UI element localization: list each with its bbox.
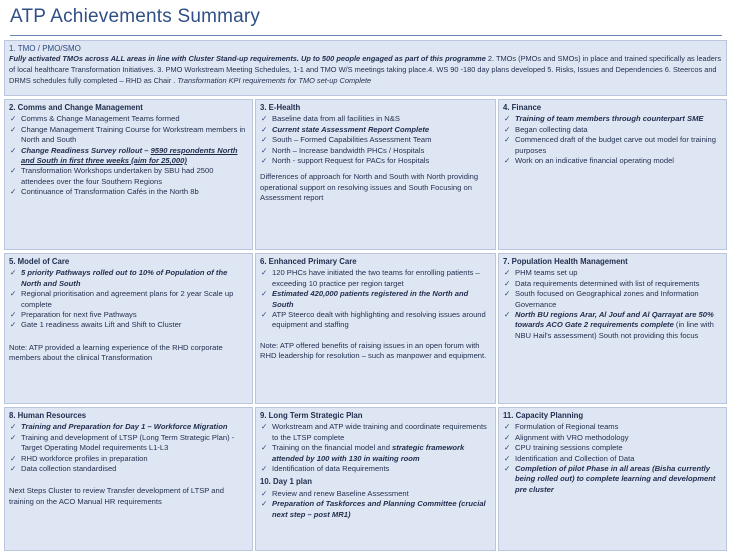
item-text: Preparation for next five Pathways [21, 310, 137, 320]
moc-list [9, 268, 248, 330]
list-item [503, 135, 722, 156]
check-icon: ✓ [10, 124, 17, 134]
list-item [9, 125, 248, 146]
item-text: South – Formed Capabilities Assessment Team [272, 135, 432, 145]
panel-heading: 9. Long Term Strategic Plan [260, 411, 363, 420]
check-icon: ✓ [10, 114, 17, 124]
item-text: Training and Preparation for Day 1 – Workforce Migration [21, 422, 228, 432]
list-item [9, 310, 248, 320]
item-text: CPU training sessions complete [515, 443, 623, 453]
item-text: Formulation of Regional teams [515, 422, 619, 432]
list-item [503, 464, 722, 495]
list-item [503, 268, 722, 278]
item-text-emphasis: 9590 respondents North and South in first three weeks (aim for 25,000) [21, 145, 238, 166]
list-item [9, 433, 248, 454]
item-text: Identification and Collection of Data [515, 453, 635, 463]
item-text: Current state Assessment Report Complete [272, 124, 430, 134]
tmo-summary-end: Transformation KPI requirements for TMO set-up Complete [177, 75, 372, 85]
title-divider [10, 35, 722, 36]
hr-list [9, 422, 248, 474]
check-icon: ✓ [504, 443, 511, 453]
panel-heading: 8. Human Resources [9, 411, 87, 420]
panel-note: Note: ATP provided a learning experience of the RHD corporate members about the clinical Transformation [9, 342, 223, 363]
item-text: PHM teams set up [515, 268, 578, 278]
list-item [503, 433, 722, 443]
check-icon: ✓ [261, 499, 268, 509]
finance-panel [498, 99, 727, 250]
list-item [260, 443, 491, 464]
check-icon: ✓ [10, 187, 17, 197]
item-text: Alignment with VRO methodology [515, 432, 629, 442]
item-text: Gate 1 readiness awaits Lift and Shift to Cluster [21, 320, 182, 330]
item-text: North – Increase bandwidth PHCs / Hospitals [272, 145, 425, 155]
check-icon: ✓ [261, 124, 268, 134]
list-item [9, 454, 248, 464]
panel-heading: 5. Model of Care [9, 257, 70, 266]
panel-heading: 11. Capacity Planning [503, 411, 584, 420]
tmo-summary [9, 54, 722, 86]
item-text: Data requirements determined with list of requirements [515, 278, 700, 288]
check-icon: ✓ [10, 453, 17, 463]
item-text: Identification of data Requirements [272, 464, 390, 474]
list-item [503, 279, 722, 289]
list-item [260, 422, 491, 443]
check-icon: ✓ [504, 114, 511, 124]
tmo-pmo-smo-panel [4, 40, 727, 96]
comms-change-panel [4, 99, 253, 250]
tmo-heading: 1. TMO / PMO/SMO [9, 44, 81, 53]
item-text: RHD workforce profiles in preparation [21, 453, 148, 463]
check-icon: ✓ [504, 422, 511, 432]
check-icon: ✓ [504, 289, 511, 299]
list-item [260, 268, 491, 289]
check-icon: ✓ [261, 135, 268, 145]
item-text: Transformation Workshops undertaken by SBU had 2500 attendees over the four Southern Regions [21, 166, 214, 186]
item-text: Workstream and ATP wide training and coordinate requirements to the LTSP complete [272, 422, 487, 442]
day1-plan-heading: 10. Day 1 plan [260, 477, 313, 487]
list-item [9, 268, 248, 289]
list-item [260, 125, 491, 135]
item-text: Training and development of LTSP (Long Term Strategic Plan) - Target Operating Model requirements L1-L3 [21, 432, 235, 453]
epc-list [260, 268, 491, 330]
check-icon: ✓ [261, 443, 268, 453]
item-text: North - support Request for PACs for Hospitals [272, 156, 430, 166]
check-icon: ✓ [10, 320, 17, 330]
item-text: 120 PHCs have initiated the two teams for enrolling patients – exceeding 10 practice per region target [272, 268, 480, 288]
list-item [260, 114, 491, 124]
panel-heading: 4. Finance [503, 103, 542, 112]
list-item [503, 454, 722, 464]
panel-note: Next Steps Cluster to review Transfer development of LTSP and training on the ACO Manual HR requirements [9, 486, 224, 506]
list-item [260, 464, 491, 474]
capacity-planning-panel [498, 407, 727, 551]
check-icon: ✓ [504, 124, 511, 134]
check-icon: ✓ [10, 310, 17, 320]
list-item [9, 289, 248, 310]
list-item [9, 187, 248, 197]
check-icon: ✓ [261, 156, 268, 166]
check-icon: ✓ [10, 145, 17, 155]
item-text: Estimated 420,000 patients registered in the North and South [272, 289, 469, 309]
ehealth-panel [255, 99, 496, 250]
check-icon: ✓ [10, 268, 17, 278]
item-text: Baseline data from all facilities in N&S [272, 114, 400, 124]
long-term-strategic-plan-panel [255, 407, 496, 551]
list-item [503, 114, 722, 124]
item-text: Work on an indicative financial operating model [515, 156, 674, 166]
check-icon: ✓ [504, 156, 511, 166]
population-health-panel [498, 253, 727, 404]
check-icon: ✓ [261, 289, 268, 299]
item-text: Regional prioritisation and agreement plans for 2 year Scale up complete [21, 289, 234, 309]
panel-heading: 6. Enhanced Primary Care [260, 257, 357, 266]
list-item [9, 422, 248, 432]
check-icon: ✓ [261, 145, 268, 155]
item-text: 5 priority Pathways rolled out to 10% of Population of the North and South [21, 268, 228, 288]
comms-list [9, 114, 248, 197]
human-resources-panel [4, 407, 253, 551]
list-item [9, 464, 248, 474]
item-text: South focused on Geographical zones and Information Governance [515, 289, 699, 309]
item-text: Training of team members through counterpart SME [515, 114, 704, 124]
panel-heading: 3. E-Health [260, 103, 301, 112]
finance-list [503, 114, 722, 166]
item-text: Change Management Training Course for Workstream members in North and South [21, 124, 246, 145]
item-text: Began collecting data [515, 124, 588, 134]
list-item [260, 289, 491, 310]
check-icon: ✓ [504, 310, 511, 320]
list-item [503, 156, 722, 166]
check-icon: ✓ [504, 268, 511, 278]
item-text: North BU regions Arar, Al Jouf and Al Qarrayat are 50% towards ACO Gate 2 requirements complete [515, 310, 714, 330]
check-icon: ✓ [504, 135, 511, 145]
panel-heading: 2. Comms and Change Management [9, 103, 143, 112]
list-item [260, 310, 491, 331]
item-text: Preparation of Taskforces and Planning Committee (crucial next step – post MR1) [272, 499, 486, 519]
check-icon: ✓ [504, 278, 511, 288]
list-item [9, 320, 248, 330]
ltsp-list [260, 422, 491, 474]
item-text: Review and renew Baseline Assessment [272, 488, 409, 498]
list-item [9, 166, 248, 187]
item-text: Training on the financial model and [272, 443, 393, 453]
list-item [503, 125, 722, 135]
tmo-summary-bold: Fully activated TMOs across ALL areas in line with Cluster Stand-up requirements. Up to 500 people engaged as part of this programme [9, 54, 486, 64]
item-text: Data collection standardised [21, 464, 117, 474]
cap-list [503, 422, 722, 495]
check-icon: ✓ [261, 310, 268, 320]
check-icon: ✓ [504, 453, 511, 463]
check-icon: ✓ [261, 114, 268, 124]
panel-heading: 7. Population Health Management [503, 257, 628, 266]
list-item [260, 489, 491, 499]
item-text: Comms & Change Management Teams formed [21, 114, 180, 124]
check-icon: ✓ [10, 289, 17, 299]
item-text-emphasis: strategic framework attended by 100 with 130 in waiting room [272, 443, 465, 463]
item-text-rest: (in line with NBU Hail's assessment) South not providing this focus [515, 320, 714, 340]
tmo-summary-text: 2. TMOs (PMOs and SMOs) in place and trained specifically as leaders of local healthcare Transformation Initiatives. 3. PMO Workstream Meeting Schedules, 1-1 and TMO W/S meetings taking place.4. WS 90 -180 day plans developed 5. Risks, Issues and Dependencies 6. Steercos and DRMS schedules fully completed – RHD as Chair . [9, 54, 722, 85]
list-item [503, 443, 722, 453]
check-icon: ✓ [10, 432, 17, 442]
phm-list [503, 268, 722, 341]
panel-note: Differences of approach for North and South with North providing operational support on resolving issues and South Focusing on Assessment report [260, 172, 479, 203]
check-icon: ✓ [10, 166, 17, 176]
list-item [260, 156, 491, 166]
item-text: Completion of pilot Phase in all areas (Bisha currently being rolled out) to complete learning and development pre cluster [515, 464, 716, 494]
list-item [260, 135, 491, 145]
item-text: ATP Steerco dealt with highlighting and resolving issues around equipment and staffing [272, 310, 486, 330]
day1-list [260, 489, 491, 520]
list-item [503, 310, 722, 341]
ehealth-list [260, 114, 491, 166]
check-icon: ✓ [261, 422, 268, 432]
list-item [9, 146, 248, 167]
list-item [503, 422, 722, 432]
check-icon: ✓ [504, 464, 511, 474]
check-icon: ✓ [261, 464, 268, 474]
check-icon: ✓ [10, 422, 17, 432]
panel-note: Note: ATP offered benefits of raising issues in an open forum with RHD leadership for resolution – such as manpower and equipment. [260, 340, 487, 361]
check-icon: ✓ [261, 268, 268, 278]
item-text: Change Readiness Survey rollout – [21, 145, 151, 155]
model-of-care-panel [4, 253, 253, 404]
enhanced-primary-care-panel [255, 253, 496, 404]
page-title: ATP Achievements Summary [10, 6, 261, 27]
check-icon: ✓ [261, 488, 268, 498]
check-icon: ✓ [10, 464, 17, 474]
check-icon: ✓ [504, 432, 511, 442]
item-text: Commenced draft of the budget carve out model for training purposes [515, 135, 716, 155]
list-item [260, 499, 491, 520]
list-item [260, 146, 491, 156]
list-item [503, 289, 722, 310]
list-item [9, 114, 248, 124]
item-text: Continuance of Transformation Cafés in the North 8b [21, 187, 199, 197]
